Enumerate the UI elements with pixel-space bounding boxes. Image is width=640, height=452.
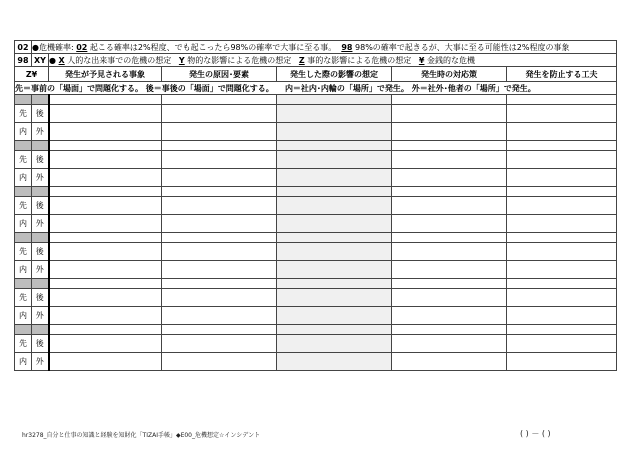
entry-row-place bbox=[15, 353, 617, 371]
cell-response[interactable] bbox=[392, 289, 507, 307]
cell-cause[interactable] bbox=[162, 335, 277, 353]
cell-impact[interactable] bbox=[277, 151, 392, 169]
col-response: 発生時の対応策 bbox=[392, 67, 507, 82]
cat-x-text: 人的な出来事での危機の想定 bbox=[67, 55, 172, 65]
incident-sheet bbox=[14, 40, 616, 428]
cell-impact[interactable] bbox=[277, 307, 392, 325]
entry-row-place bbox=[15, 169, 617, 187]
cell-cause[interactable] bbox=[162, 243, 277, 261]
text-a: 起こる確率は2%程度、でも起こったら98%の確率で大事に至る事。 bbox=[89, 42, 337, 52]
label-uchi: 内 bbox=[15, 215, 32, 233]
cell-event[interactable] bbox=[49, 353, 162, 371]
col-cause: 発生の原因･要素 bbox=[162, 67, 277, 82]
label-ato: 後 bbox=[32, 105, 49, 123]
cell-impact[interactable] bbox=[277, 353, 392, 371]
cell-prevention[interactable] bbox=[507, 151, 617, 169]
probability-prefix: ●危機確率: bbox=[32, 42, 74, 52]
cell-event[interactable] bbox=[49, 151, 162, 169]
cell-response[interactable] bbox=[392, 123, 507, 141]
cell-impact[interactable] bbox=[277, 335, 392, 353]
label-uchi: 内 bbox=[15, 169, 32, 187]
cell-cause[interactable] bbox=[162, 123, 277, 141]
cell-event[interactable] bbox=[49, 123, 162, 141]
cell-response[interactable] bbox=[392, 169, 507, 187]
label-saki: 先 bbox=[15, 243, 32, 261]
cell-response[interactable] bbox=[392, 307, 507, 325]
cell-prevention[interactable] bbox=[507, 307, 617, 325]
definitions-text bbox=[15, 82, 617, 95]
category-text bbox=[49, 54, 617, 67]
cell-response[interactable] bbox=[392, 261, 507, 279]
cell-prevention[interactable] bbox=[507, 215, 617, 233]
footer-source: hr3278_自分と仕事の知識と経験を知財化「TIZAI手帳」◆E00_危機想定☆インシデント bbox=[22, 432, 261, 439]
cell-prevention[interactable] bbox=[507, 353, 617, 371]
label-soto: 外 bbox=[32, 123, 49, 141]
cell-event[interactable] bbox=[49, 169, 162, 187]
label-uchi: 内 bbox=[15, 307, 32, 325]
cell-impact[interactable] bbox=[277, 215, 392, 233]
definitions-row bbox=[15, 82, 617, 95]
block-gap bbox=[15, 279, 617, 289]
def-right: 内＝社内･内輪の「場所」で発生。 外＝社外･他者の「場所」で発生。 bbox=[284, 83, 536, 93]
cell-impact[interactable] bbox=[277, 197, 392, 215]
label-soto: 外 bbox=[32, 215, 49, 233]
label-uchi: 内 bbox=[15, 353, 32, 371]
category-prefix: ● bbox=[49, 55, 56, 65]
cell-event[interactable] bbox=[49, 261, 162, 279]
cell-response[interactable] bbox=[392, 105, 507, 123]
cell-prevention[interactable] bbox=[507, 243, 617, 261]
cell-impact[interactable] bbox=[277, 243, 392, 261]
cell-cause[interactable] bbox=[162, 151, 277, 169]
cell-event[interactable] bbox=[49, 197, 162, 215]
cell-prevention[interactable] bbox=[507, 105, 617, 123]
col-impact: 発生した際の影響の想定 bbox=[277, 67, 392, 82]
xy-label: XY bbox=[32, 54, 49, 67]
cell-event[interactable] bbox=[49, 335, 162, 353]
cell-prevention[interactable] bbox=[507, 335, 617, 353]
label-uchi: 内 bbox=[15, 123, 32, 141]
cat-x-key: X bbox=[58, 55, 65, 65]
cell-prevention[interactable] bbox=[507, 197, 617, 215]
cell-cause[interactable] bbox=[162, 307, 277, 325]
label-ato: 後 bbox=[32, 243, 49, 261]
entry-row-place bbox=[15, 215, 617, 233]
label-ato: 後 bbox=[32, 289, 49, 307]
probability-row bbox=[15, 41, 617, 54]
label-saki: 先 bbox=[15, 105, 32, 123]
incident-table bbox=[14, 40, 617, 371]
cat-y-text: 物的な影響による危機の想定 bbox=[187, 55, 292, 65]
entry-row-place bbox=[15, 307, 617, 325]
col-event: 発生が予見される事象 bbox=[49, 67, 162, 82]
block-gap bbox=[15, 141, 617, 151]
cell-cause[interactable] bbox=[162, 289, 277, 307]
code-02: 02 bbox=[15, 41, 32, 54]
entry-row-timing bbox=[15, 243, 617, 261]
cell-response[interactable] bbox=[392, 151, 507, 169]
cat-z-text: 事的な影響による危機の想定 bbox=[307, 55, 412, 65]
cell-impact[interactable] bbox=[277, 169, 392, 187]
cell-cause[interactable] bbox=[162, 169, 277, 187]
entry-row-place bbox=[15, 123, 617, 141]
code-b: 98 bbox=[341, 42, 353, 52]
entry-row-timing bbox=[15, 197, 617, 215]
block-gap bbox=[15, 187, 617, 197]
cat-yen-text: 金銭的な危機 bbox=[427, 55, 475, 65]
cell-response[interactable] bbox=[392, 353, 507, 371]
cell-response[interactable] bbox=[392, 335, 507, 353]
column-header-row bbox=[15, 67, 617, 82]
footer-page-field[interactable]: ( ) － ( ) bbox=[520, 429, 551, 438]
entry-row-timing bbox=[15, 289, 617, 307]
cell-cause[interactable] bbox=[162, 215, 277, 233]
cell-impact[interactable] bbox=[277, 261, 392, 279]
cell-prevention[interactable] bbox=[507, 169, 617, 187]
cell-impact[interactable] bbox=[277, 289, 392, 307]
cat-yen-key: ¥ bbox=[418, 55, 425, 65]
entry-row-timing bbox=[15, 335, 617, 353]
label-soto: 外 bbox=[32, 353, 49, 371]
corner-label: Z¥ bbox=[15, 67, 49, 82]
block-gap bbox=[15, 95, 617, 105]
cell-event[interactable] bbox=[49, 243, 162, 261]
probability-text bbox=[32, 41, 617, 54]
cell-event[interactable] bbox=[49, 215, 162, 233]
label-saki: 先 bbox=[15, 197, 32, 215]
cell-prevention[interactable] bbox=[507, 289, 617, 307]
label-saki: 先 bbox=[15, 289, 32, 307]
entry-row-timing bbox=[15, 151, 617, 169]
code-98: 98 bbox=[15, 54, 32, 67]
cell-cause[interactable] bbox=[162, 353, 277, 371]
label-saki: 先 bbox=[15, 151, 32, 169]
cell-response[interactable] bbox=[392, 215, 507, 233]
cell-impact[interactable] bbox=[277, 105, 392, 123]
code-a: 02 bbox=[76, 42, 88, 52]
text-b: 98%の確率で起きるが、大事に至る可能性は2%程度の事象 bbox=[355, 42, 570, 52]
entry-row-timing bbox=[15, 105, 617, 123]
incident-blocks bbox=[15, 95, 617, 371]
label-uchi: 内 bbox=[15, 261, 32, 279]
cell-event[interactable] bbox=[49, 307, 162, 325]
label-soto: 外 bbox=[32, 307, 49, 325]
cell-prevention[interactable] bbox=[507, 261, 617, 279]
label-soto: 外 bbox=[32, 169, 49, 187]
cat-y-key: Y bbox=[178, 55, 185, 65]
cell-cause[interactable] bbox=[162, 261, 277, 279]
cell-response[interactable] bbox=[392, 243, 507, 261]
cell-event[interactable] bbox=[49, 289, 162, 307]
label-ato: 後 bbox=[32, 197, 49, 215]
cell-response[interactable] bbox=[392, 197, 507, 215]
label-soto: 外 bbox=[32, 261, 49, 279]
category-row bbox=[15, 54, 617, 67]
cell-cause[interactable] bbox=[162, 197, 277, 215]
entry-row-place bbox=[15, 261, 617, 279]
cell-cause[interactable] bbox=[162, 105, 277, 123]
label-ato: 後 bbox=[32, 151, 49, 169]
cell-impact[interactable] bbox=[277, 123, 392, 141]
label-saki: 先 bbox=[15, 335, 32, 353]
cat-z-key: Z bbox=[298, 55, 305, 65]
cell-prevention[interactable] bbox=[507, 123, 617, 141]
block-gap bbox=[15, 325, 617, 335]
col-prevention: 発生を防止する工夫 bbox=[507, 67, 617, 82]
cell-event[interactable] bbox=[49, 105, 162, 123]
label-ato: 後 bbox=[32, 335, 49, 353]
def-left: 先＝事前の「場面」で問題化する。 後＝事後の「場面」で問題化する。 bbox=[15, 83, 274, 93]
block-gap bbox=[15, 233, 617, 243]
